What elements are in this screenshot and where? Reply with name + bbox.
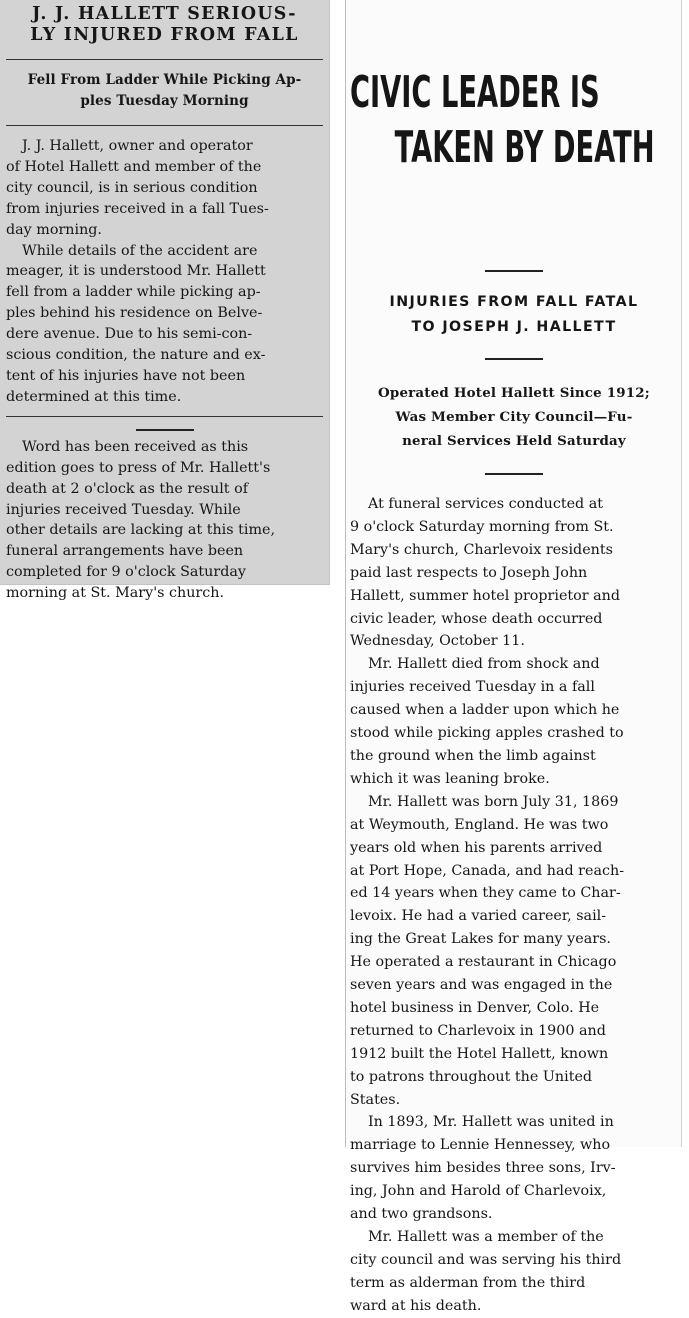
left-paragraph: J. J. Hallett, owner and operator of Hotel Hallett and member of the city council, is in serious condition from injuries received in a fall Tues- day morning. (6, 138, 269, 238)
late-news-paragraph: Word has been received as this edition goes to press of Mr. Hallett's death at 2 o'clock as the result of injuries received Tuesday. While other details are lacking at this time, funeral arrangements have been completed for 9 o'clock Saturday morning at St. Mary's church. (6, 438, 276, 602)
short-rule (136, 429, 194, 431)
left-article-body (6, 136, 323, 408)
right-paragraph: In 1893, Mr. Hallett was united in marriage to Lennie Hennessey, who survives him besides three sons, Irv- ing, John and Harold of Charlevoix, and two grandsons. (350, 1114, 616, 1223)
left-subheadline: Fell From Ladder While Picking Ap- ples Tuesday Morning (27, 72, 302, 109)
headline-line-1: CIVIC LEADER IS (350, 67, 600, 118)
left-paragraph: While details of the accident are meager, it is understood Mr. Hallett fell from a ladder while picking ap- ples behind his residence on Belve- dere avenue. Due to his semi-con- scious condition, the nature and ex- tent of his injuries have not been determined at this time. (6, 242, 266, 405)
right-paragraph: At funeral services conducted at 9 o'clock Saturday morning from St. Mary's church, Charlevoix residents paid last respects to Joseph John Hallett, summer hotel proprietor and civic leader, whose death occurred Wednesday, October 11. (350, 496, 621, 650)
right-paragraph: Mr. Hallett was a member of the city council and was serving his third term as alderman from the third ward at his death. (350, 1229, 622, 1314)
short-rule (485, 270, 543, 272)
right-newspaper-clipping (345, 0, 682, 1314)
section-divider (6, 416, 323, 417)
short-rule (485, 473, 543, 475)
right-subheadline: Operated Hotel Hallett Since 1912; Was Member City Council—Fu- neral Services Held Saturday (378, 385, 650, 449)
late-news-body (6, 437, 323, 604)
left-newspaper-clipping (0, 0, 330, 602)
short-rule (485, 358, 543, 360)
left-headline: J. J. HALLETT SERIOUS- LY INJURED FROM FALL (30, 4, 299, 45)
headline-line-2: TAKEN BY DEATH (394, 122, 655, 173)
right-paragraph: Mr. Hallett died from shock and injuries received Tuesday in a fall caused when a ladder upon which he stood while picking apples crashed to the ground when the limb against which it was leaning broke. (350, 656, 624, 787)
right-deck-headline: INJURIES FROM FALL FATAL TO JOSEPH J. HALLETT (389, 294, 639, 335)
right-paragraph: Mr. Hallett was born July 31, 1869 at Weymouth, England. He was two years old when his parents arrived at Port Hope, Canada, and had reach- ed 14 years when they came to Char- levoix. He had a varied career, sail- ing the Great Lakes for many years. He operated a restaurant in Chicago seven years and was engaged in the hotel business in Denver, Colo. He returned to Charlevoix in 1900 and 1912 built the Hotel Hallett, known to patrons throughout the United States. (350, 793, 625, 1108)
right-headline (350, 0, 677, 230)
subheadline-divider (6, 125, 323, 126)
headline-divider (6, 59, 323, 60)
right-article-body (350, 493, 678, 1318)
